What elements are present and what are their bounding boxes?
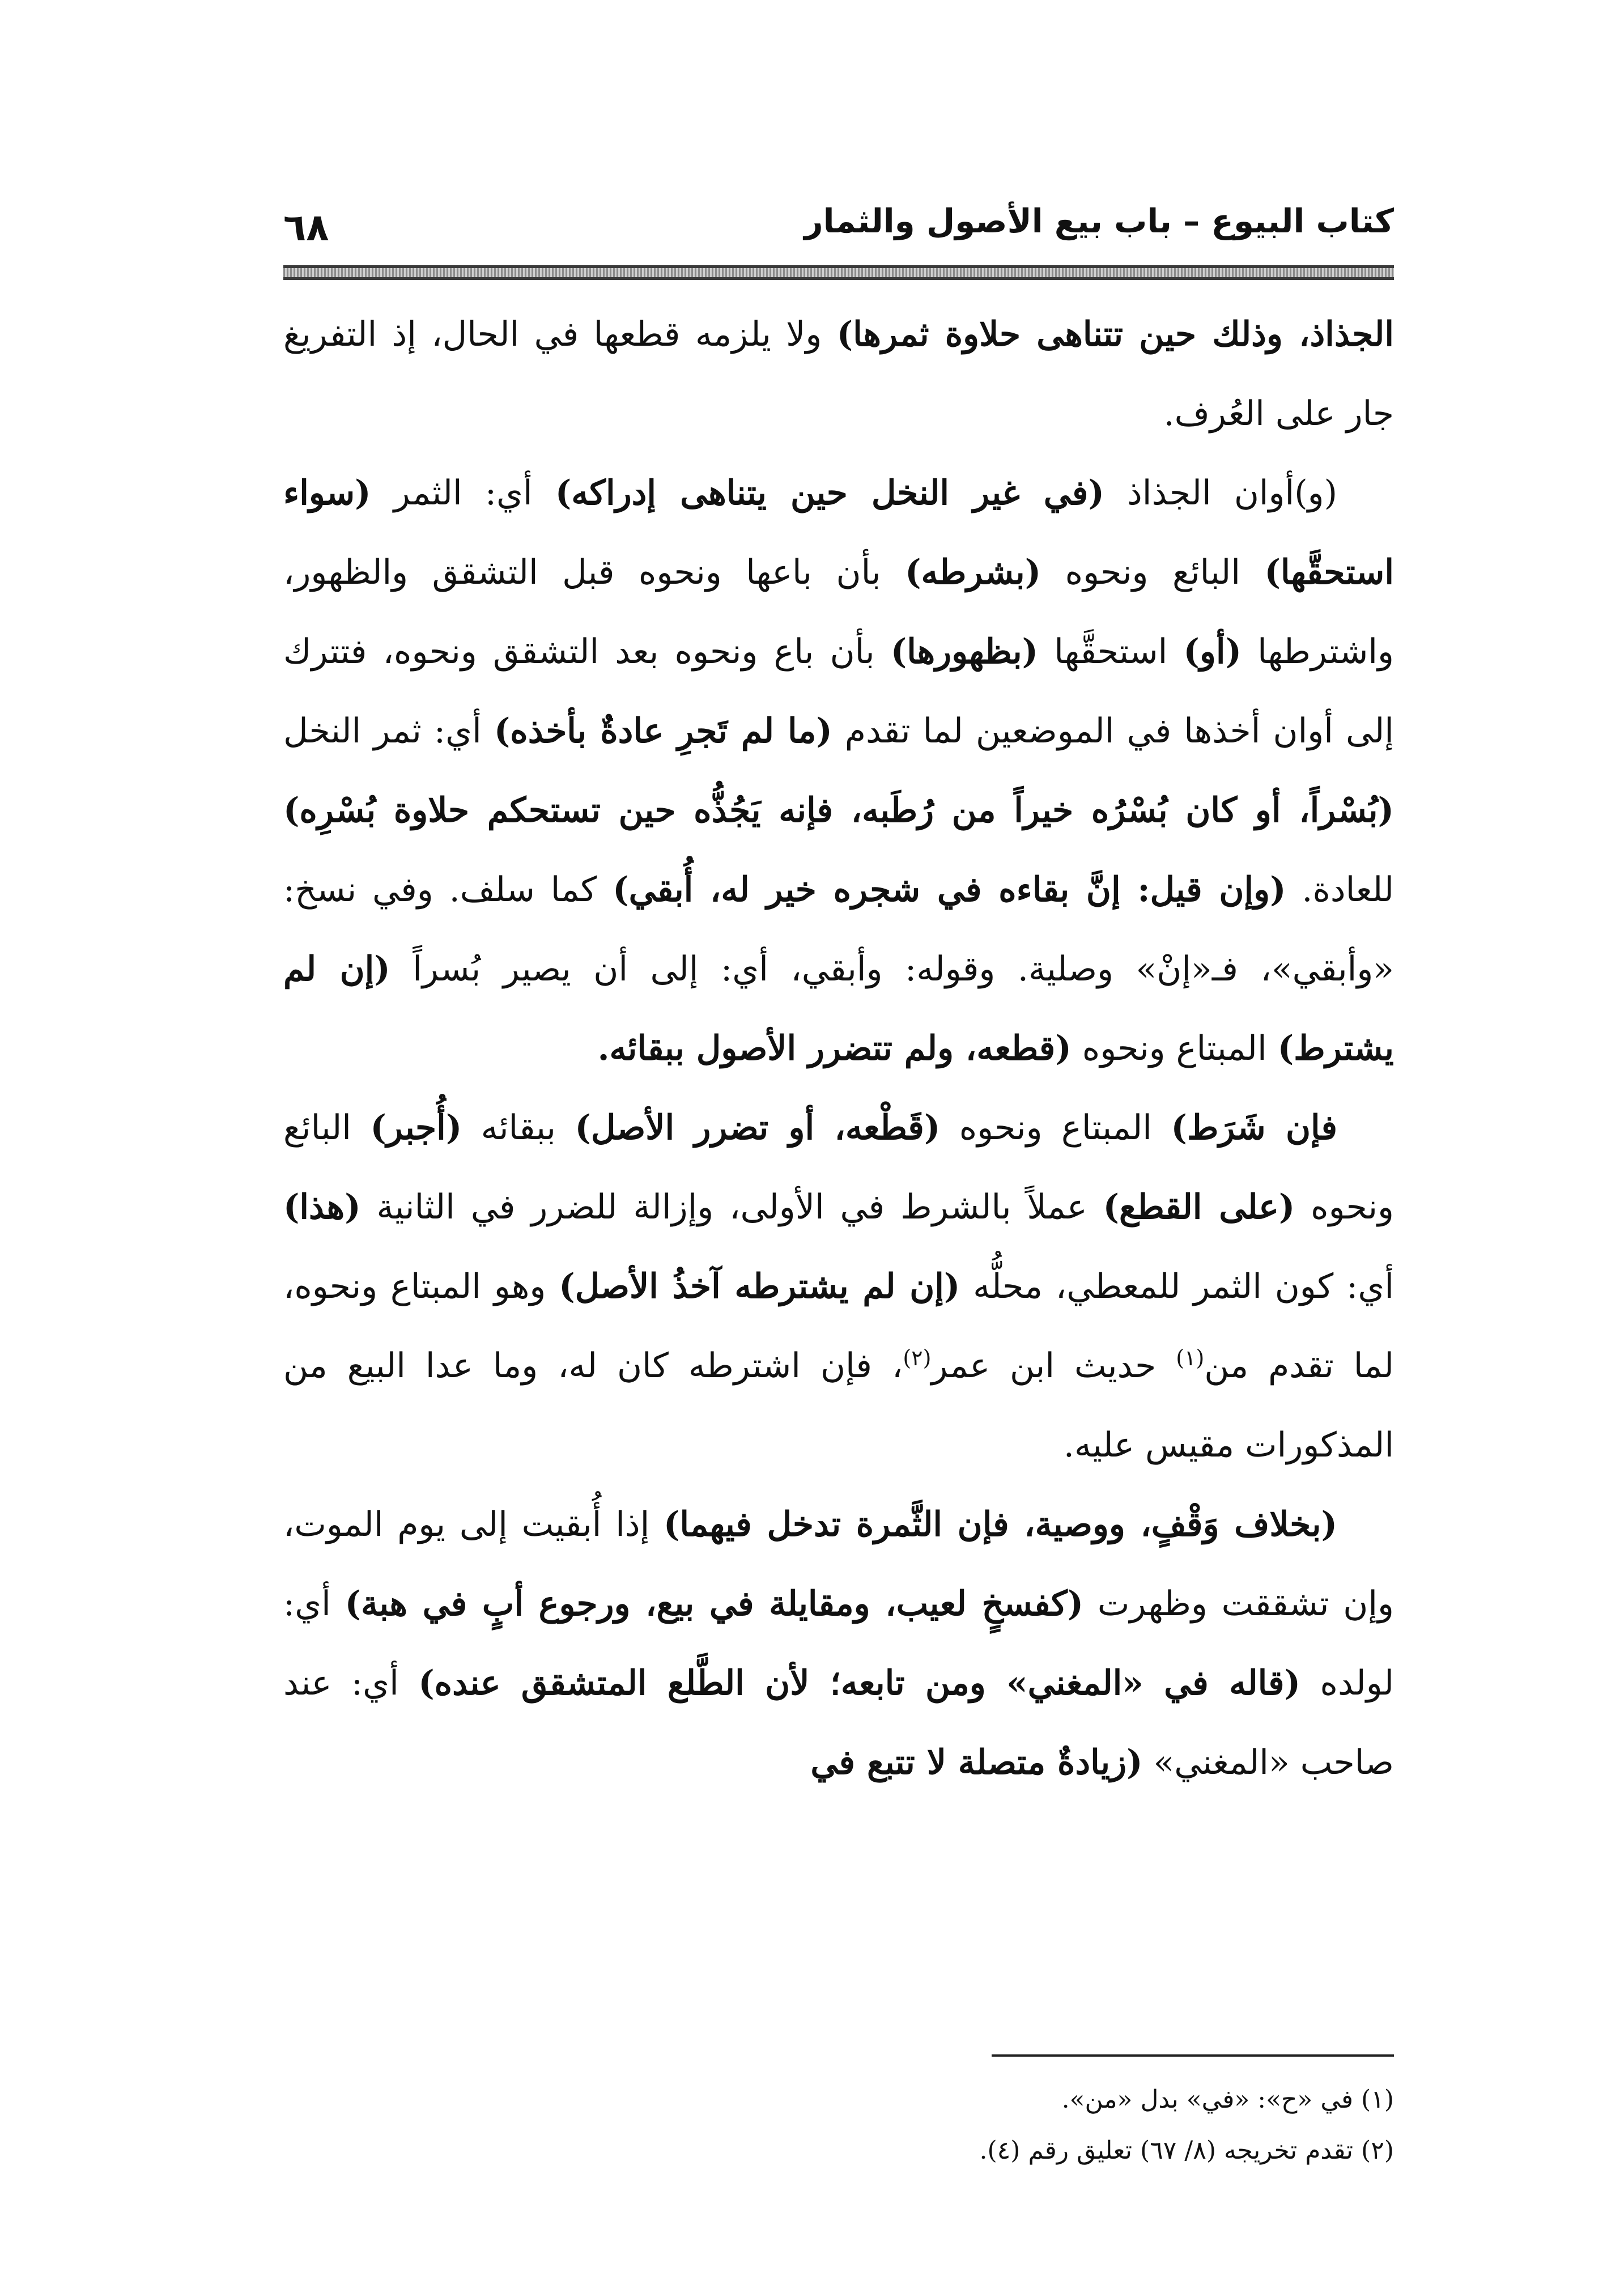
- plain-text: ولا يلزمه قطعها في الحال، إذ التفريغ جار على العُرف.: [283, 315, 1394, 434]
- plain-text: كما سلف. وفي نسخ: «وأبقي»، فـ«إنْ» وصلية. وقوله: وأبقي، أي: إلى أن يصير بُسراً: [283, 870, 1394, 989]
- footnote-marker-2: (٢): [903, 1345, 932, 1370]
- plain-text: المبتاع ونحوه: [940, 1108, 1171, 1148]
- bold-phrase: (أُجبر): [370, 1108, 462, 1148]
- plain-text: أي: الثمر: [371, 473, 555, 513]
- footnote-marker-1: (١): [1176, 1345, 1205, 1370]
- plain-text: أي: ثمر النخل: [283, 711, 494, 751]
- plain-text: أي: كون الثمر للمعطي، محلُّه: [960, 1267, 1394, 1306]
- footnote-divider: [992, 2054, 1394, 2057]
- plain-text: ، فإن اشترطه كان له، وما عدا البيع من المذكورات مقيس عليه.: [283, 1346, 1394, 1465]
- bold-phrase: (في غير النخل حين يتناهى إدراكه): [555, 473, 1104, 513]
- footnote-2: (٢) تقدم تخريجه (٨/ ٦٧) تعليق رقم (٤).: [979, 2136, 1394, 2165]
- plain-text: استحقَّها: [1038, 632, 1184, 672]
- bold-phrase: (بظهورها): [890, 632, 1039, 672]
- bold-phrase: (بشرطه): [905, 553, 1041, 592]
- plain-text: عملاً بالشرط في الأولى، وإزالة للضرر في الثانية: [360, 1187, 1103, 1227]
- bold-phrase: (سواء استحقَّها): [283, 473, 1394, 592]
- footnotes: [283, 2074, 1394, 2176]
- page-header: [283, 198, 1394, 255]
- bold-phrase: (إن لم يشترطه آخذُ الأصل): [559, 1267, 960, 1306]
- bold-phrase: (وإن قيل: إنَّ بقاءه في شجره خير له، أُبقي): [613, 870, 1286, 910]
- bold-phrase: (زيادةٌ متصلة لا تتبع في: [810, 1743, 1143, 1782]
- bold-phrase: (بُسْراً، أو كان بُسْرُه خيراً من رُطَبه، فإنه يَجُذُّه حين تستحكم حلاوة بُسْرِه): [283, 791, 1394, 830]
- paragraph-3: [283, 1088, 1394, 1485]
- bold-phrase: (على القطع): [1103, 1187, 1295, 1227]
- plain-text: وهو المبتاع ونحوه، لما تقدم من: [283, 1267, 1395, 1386]
- paragraph-4: [283, 1485, 1394, 1802]
- paragraph-1: [283, 295, 1394, 453]
- bold-phrase: (إن لم يشترط): [283, 949, 1394, 1068]
- plain-text: إذا أُبقيت إلى يوم الموت، وإن تشققت وظهرت: [283, 1505, 1394, 1624]
- plain-text: المبتاع ونحوه: [1071, 1029, 1278, 1068]
- page-number: ٦٨: [283, 206, 329, 249]
- plain-text: البائع ونحوه: [1041, 553, 1265, 592]
- plain-text: بأن باعها ونحوه قبل التشقق والظهور، واشترطها: [283, 553, 1394, 672]
- plain-text: للعادة.: [1286, 870, 1394, 910]
- header-divider: [283, 265, 1394, 280]
- bold-phrase: (كفسخٍ لعيب، ومقايلة في بيع، ورجوع أبٍ في هبة): [345, 1584, 1084, 1624]
- main-text: [283, 295, 1394, 1802]
- bold-phrase: الجذاذ، وذلك حين تتناهى حلاوة ثمرها): [836, 315, 1395, 354]
- bold-phrase: (قاله في «المغني» ومن تابعه؛ لأن الطَّلع المتشقق عنده): [418, 1663, 1300, 1703]
- bold-phrase: (قطعه، ولم تتضرر الأصول ببقائه.: [597, 1029, 1072, 1068]
- bold-phrase: (أو): [1183, 632, 1242, 672]
- plain-text: (و)أوان الجذاذ: [1104, 473, 1337, 513]
- bold-phrase: (ما لم تَجرِ عادةٌ بأخذه): [494, 711, 832, 751]
- plain-text: ببقائه: [462, 1108, 575, 1148]
- bold-phrase: فإن شَرَط): [1171, 1108, 1338, 1148]
- bold-phrase: (بخلاف وَقْفٍ، ووصية، فإن الثَّمرة تدخل فيهما): [664, 1505, 1337, 1544]
- plain-text: البائع ونحوه: [283, 1108, 1395, 1227]
- paragraph-2: [283, 453, 1394, 1088]
- bold-phrase: (هذا): [283, 1187, 361, 1227]
- bold-phrase: (قَطْعه، أو تضرر الأصل): [575, 1108, 941, 1148]
- plain-text: أي: عند صاحب «المغني»: [283, 1663, 1394, 1782]
- plain-text: حديث ابن عمر: [931, 1346, 1176, 1386]
- plain-text: بأن باع ونحوه بعد التشقق ونحوه، فتترك إلى أوان أخذها في الموضعين لما تقدم: [283, 632, 1394, 751]
- footnote-1: (١) في «ح»: «في» بدل «من».: [1061, 2085, 1394, 2114]
- plain-text: أي: لولده: [283, 1584, 1394, 1703]
- running-title: كتاب البيوع – باب بيع الأصول والثمار: [804, 202, 1394, 240]
